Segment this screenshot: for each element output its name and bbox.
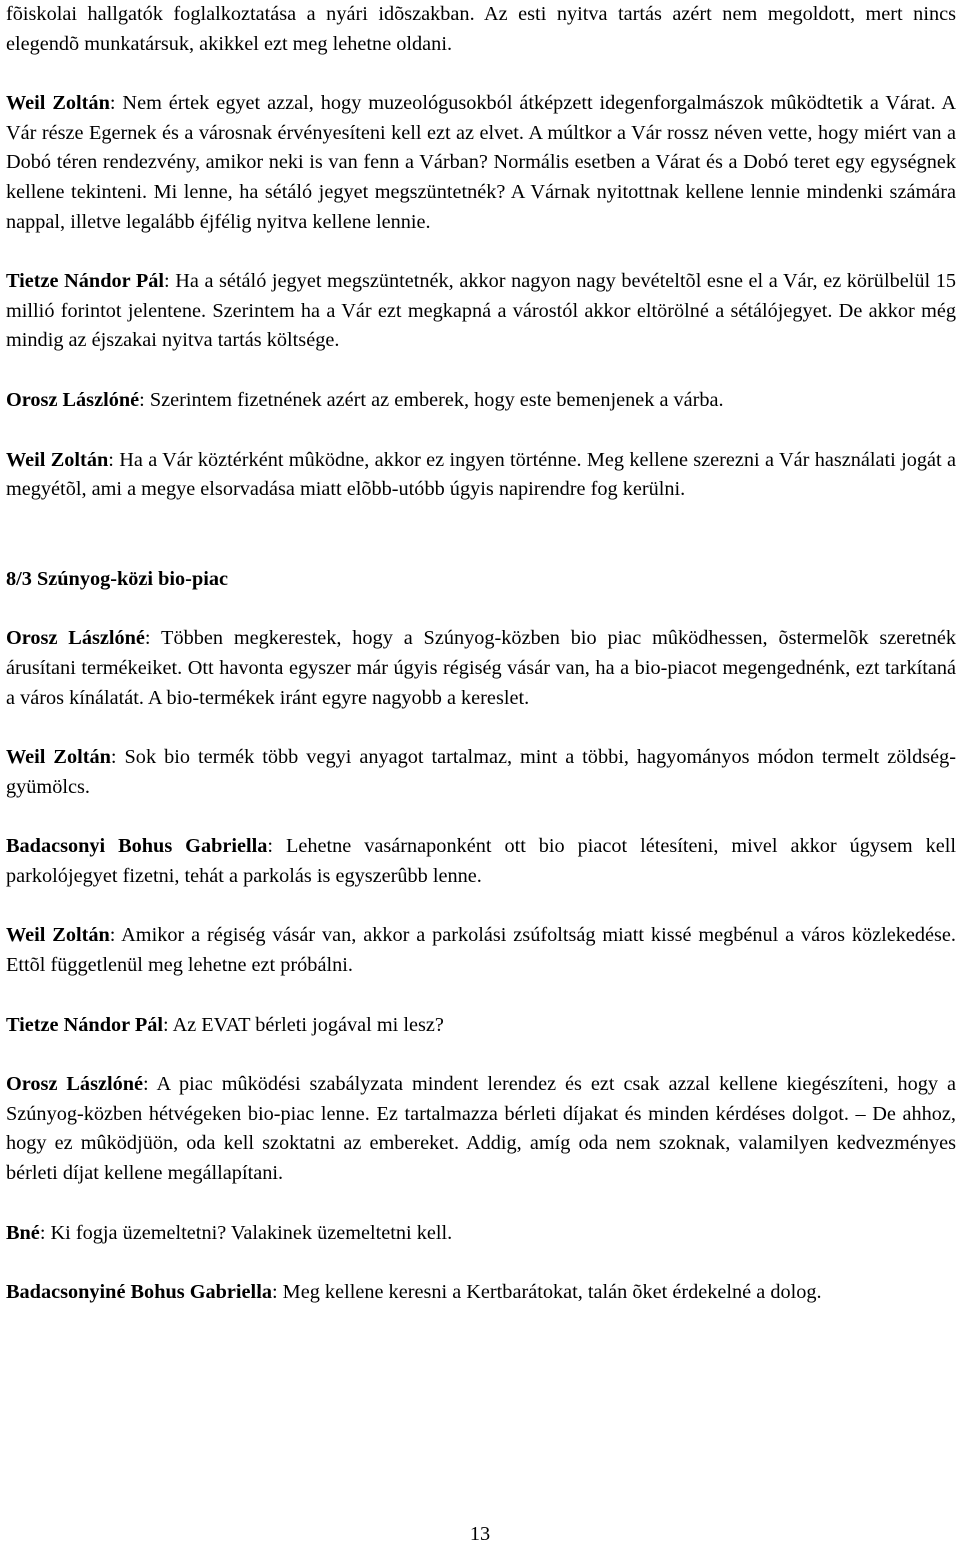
speaker-name: Weil Zoltán <box>6 448 109 471</box>
speaker-separator: : <box>267 835 274 858</box>
page-number: 13 <box>469 1523 491 1545</box>
speaker-separator: : <box>143 1073 149 1096</box>
speaker-name: Tietze Nándor Pál <box>6 1013 163 1036</box>
speaker-name: Weil Zoltán <box>6 746 111 769</box>
speaker-name: Tietze Nándor Pál <box>6 270 164 293</box>
speaker-name: Orosz Lászlóné <box>6 388 140 411</box>
speaker-separator: : <box>109 924 116 947</box>
speaker-name: Orosz Lászlóné <box>6 1073 144 1096</box>
speaker-separator: : <box>108 448 114 471</box>
paragraph <box>6 921 956 980</box>
paragraph-text: Amikor a régiség vásár van, akkor a parkolási zsúfoltság miatt kissé megbénul a város közlekedése. Ettõl függetlenül meg lehetne ezt próbálni. <box>6 924 956 977</box>
speaker-separator: : <box>109 92 116 115</box>
speaker-separator: : <box>164 270 170 293</box>
speaker-separator: : <box>139 388 145 411</box>
paragraph <box>6 0 956 59</box>
paragraph-text: Meg kellene keresni a Kertbarátokat, talán õket érdekelné a dolog. <box>277 1281 822 1304</box>
paragraph-text: Ha a Vár köztérként mûködne, akkor ez ingyen történne. Meg kellene szerezni a Vár használati jogát a megyétõl, ami a megye elsorvadása miatt elõbb-utóbb úgyis napirendre fog kerülni. <box>6 448 957 501</box>
paragraph-text: Sok bio termék több vegyi anyagot tartalmaz, mint a többi, hagyományos módon termelt zöldség-gyümölcs. <box>6 746 957 798</box>
speaker-name: Weil Zoltán <box>6 92 110 115</box>
paragraph-text: Az EVAT bérleti jogával mi lesz? <box>168 1013 444 1036</box>
paragraph <box>6 386 956 416</box>
paragraph-text: fõiskolai hallgatók foglalkoztatása a nyári idõszakban. Az esti nyitva tartás azért nem megoldott, mert nincs elegendõ munkatársuk, akikkel ezt meg lehetne oldani. <box>6 3 956 55</box>
paragraph-text: Ha a sétáló jegyet megszüntetnék, akkor nagyon nagy bevételtõl esne el a Vár, ez körülbelül 15 millió forintot jelentene. Szerintem ha a Vár ezt megkapná a várostól akkor eltörölné a sétálójegyet. De akkor még mindig az éjszakai nyitva tartás költsége. <box>6 270 956 352</box>
paragraph-text: Lehetne vasárnaponként ott bio piacot létesíteni, mivel akkor úgysem kell parkolójegyet fizetni, tehát a parkolás is egyszerûbb lenne. <box>6 835 957 887</box>
speaker-separator: : <box>144 627 151 650</box>
paragraph <box>6 624 956 713</box>
paragraph <box>6 1070 956 1188</box>
paragraph <box>6 89 956 237</box>
speaker-name: Orosz Lászlóné <box>6 627 145 650</box>
paragraph <box>6 1219 956 1249</box>
speaker-separator: : <box>162 1013 169 1036</box>
paragraph <box>6 446 956 505</box>
speaker-separator: : <box>39 1221 46 1244</box>
section-heading: 8/3 Szúnyog-közi bio-piac <box>6 567 228 590</box>
paragraph <box>6 743 956 802</box>
speaker-name: Badacsonyiné Bohus Gabriella <box>6 1281 272 1304</box>
paragraph <box>6 1011 956 1041</box>
paragraph <box>6 267 956 356</box>
paragraph-text: Nem értek egyet azzal, hogy muzeológusokból átképzett idegenforgalmászok mûködtetik a Várat. A Vár része Egernek és a városnak érvényesíteni kell ezt az elvet. A múltkor a Vár rossz néven vette, hogy miért van a Dobó téren rendezvény, amikor neki is van fenn a Várban? Normális esetben a Várat és a Dobó teret egy egységnek kellene tekinteni. Mi lenne, ha sétáló jegyet megszüntetnék? A Várnak nyitottnak kellene lennie mindenki számára nappal, illetve legalább éjfélig nyitva kellene lennie. <box>6 92 957 233</box>
paragraph-text: A piac mûködési szabályzata mindent lerendez és ezt csak azzal kellene kiegészíteni, hogy a Szúnyog-közben hétvégeken bio-piac lenne. Ez tartalmazza bérleti díjakat és minden kérdéses dolgot. – De ahhoz, hogy ez mûködjüön, oda kell szoktatni az embereket. Addig, amíg oda nem szoknak, valamilyen kedvezményes bérleti díjat kellene megállapítani. <box>6 1073 956 1185</box>
paragraph <box>6 1278 956 1308</box>
speaker-name: Weil Zoltán <box>6 924 110 947</box>
paragraph-text: Ki fogja üzemeltetni? Valakinek üzemeltetni kell. <box>45 1221 453 1244</box>
speaker-separator: : <box>271 1281 278 1304</box>
section-spacer <box>6 535 956 565</box>
paragraph <box>6 832 956 891</box>
speaker-name: Badacsonyi Bohus Gabriella <box>6 835 268 858</box>
speaker-name: Bné <box>6 1221 40 1244</box>
document-page <box>6 0 956 1338</box>
paragraph-text: Többen megkerestek, hogy a Szúnyog-közben bio piac mûködhessen, õstermelõk szeretnék árusítani termékeiket. Ott havonta egyszer már úgyis régiség vásár van, ha a bio-piacot megengednénk, ezt tarkítaná a város kínálatát. A bio-termékek iránt egyre nagyobb a kereslet. <box>6 627 956 709</box>
paragraph-text: Szerintem fizetnének azért az emberek, hogy este bemenjenek a várba. <box>144 388 724 411</box>
speaker-separator: : <box>110 746 117 769</box>
